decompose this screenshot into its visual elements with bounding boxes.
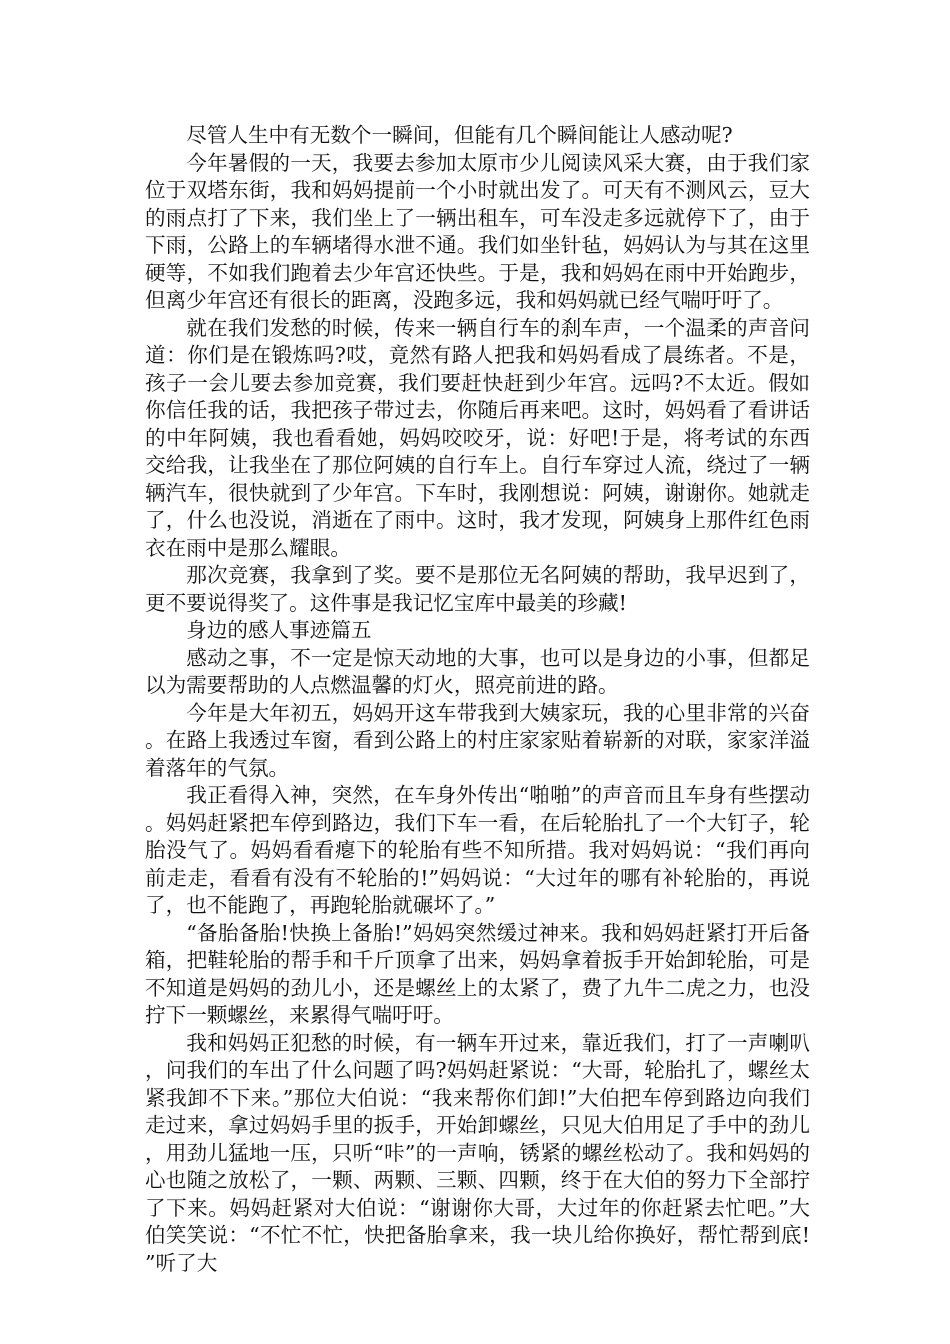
- paragraph-7: 我正看得入神，突然，在车身外传出“啪啪”的声音而且车身有些摆动。妈妈赶紧把车停到路边，我们下车一看，在后轮胎扎了一个大钉子，轮胎没气了。妈妈看看瘪下的轮胎有些不知所措。我对妈妈说：“我们再向前走走，看看有没有不轮胎的!”妈妈说：“大过年的哪有补轮胎的，再说了，也不能跑了，再跑轮胎就碾坏了。”: [145, 783, 810, 917]
- paragraph-1: 尽管人生中有无数个一瞬间，但能有几个瞬间能让人感动呢?: [186, 123, 733, 147]
- section-heading: 身边的感人事迹篇五: [186, 618, 372, 642]
- document-body: [145, 122, 810, 1277]
- paragraph-3: 就在我们发愁的时候，传来一辆自行车的刹车声，一个温柔的声音问道：你们是在锻炼吗?哎，竟然有路人把我和妈妈看成了晨练者。不是，孩子一会儿要去参加竞赛，我们要赶快赶到少年宫。远吗?不太近。假如你信任我的话，我把孩子带过去，你随后再来吧。这时，妈妈看了看讲话的中年阿姨，我也看看她，妈妈咬咬牙，说：好吧!于是，将考试的东西交给我，让我坐在了那位阿姨的自行车上。自行车穿过人流，绕过了一辆辆汽车，很快就到了少年宫。下车时，我刚想说：阿姨，谢谢你。她就走了，什么也没说，消逝在了雨中。这时，我才发现，阿姨身上那件红色雨衣在雨中是那么耀眼。: [145, 315, 810, 560]
- paragraph-5: 感动之事，不一定是惊天动地的大事，也可以是身边的小事，但都足以为需要帮助的人点燃温馨的灯火，照亮前进的路。: [145, 645, 810, 697]
- paragraph-4: 那次竞赛，我拿到了奖。要不是那位无名阿姨的帮助，我早迟到了，更不要说得奖了。这件事是我记忆宝库中最美的珍藏!: [145, 563, 810, 615]
- paragraph-2: 今年暑假的一天，我要去参加太原市少儿阅读风采大赛，由于我们家位于双塔东街，我和妈妈提前一个小时就出发了。可天有不测风云，豆大的雨点打了下来，我们坐上了一辆出租车，可车没走多远就停下了，由于下雨，公路上的车辆堵得水泄不通。我们如坐针毡，妈妈认为与其在这里硬等，不如我们跑着去少年宫还快些。于是，我和妈妈在雨中开始跑步，但离少年宫还有很长的距离，没跑多远，我和妈妈就已经气喘吁吁了。: [145, 150, 810, 312]
- paragraph-9: 我和妈妈正犯愁的时候，有一辆车开过来，靠近我们，打了一声喇叭，问我们的车出了什么问题了吗?妈妈赶紧说：“大哥，轮胎扎了，螺丝太紧我卸不下来。”那位大伯说：“我来帮你们卸!”大伯把车停到路边向我们走过来，拿过妈妈手里的扳手，开始卸螺丝，只见大伯用足了手中的劲儿，用劲儿猛地一压，只听“咔”的一声响，锈紧的螺丝松动了。我和妈妈的心也随之放松了，一颗、两颗、三颗、四颗，终于在大伯的努力下全部拧了下来。妈妈赶紧对大伯说：“谢谢你大哥，大过年的你赶紧去忙吧。”大伯笑笑说：“不忙不忙，快把备胎拿来，我一块儿给你换好，帮忙帮到底!”听了大: [145, 1030, 810, 1275]
- paragraph-6: 今年是大年初五，妈妈开这车带我到大姨家玩，我的心里非常的兴奋。在路上我透过车窗，看到公路上的村庄家家贴着崭新的对联，家家洋溢着落年的气氛。: [145, 700, 810, 780]
- paragraph-8: “备胎备胎!快换上备胎!”妈妈突然缓过神来。我和妈妈赶紧打开后备箱，把鞋轮胎的帮手和千斤顶拿了出来，妈妈拿着扳手开始卸轮胎，可是不知道是妈妈的劲儿小，还是螺丝上的太紧了，费了九牛二虎之力，也没拧下一颗螺丝，来累得气喘吁吁。: [145, 920, 810, 1027]
